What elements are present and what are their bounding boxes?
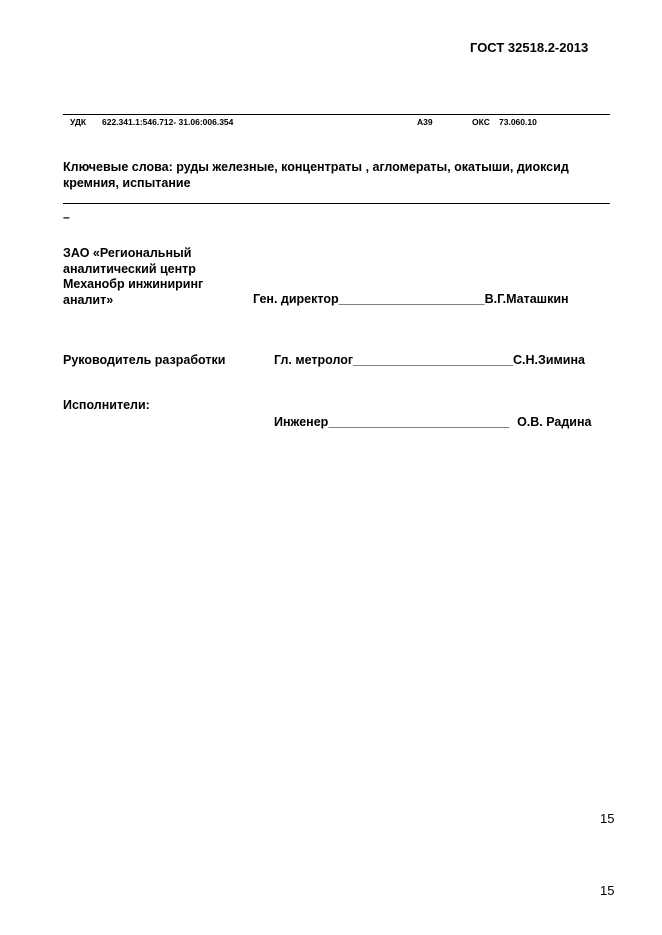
executor-signer-name: О.В. Радина bbox=[517, 415, 592, 429]
executor-signer-title: Инженер bbox=[274, 415, 329, 429]
page-number-lower: 15 bbox=[600, 883, 615, 898]
executors-label: Исполнители: bbox=[63, 398, 150, 412]
lead-signature-blank: _______________________ bbox=[353, 353, 513, 367]
top-divider bbox=[63, 114, 610, 115]
keywords-trailing-dash: – bbox=[63, 210, 70, 224]
organization-name: ЗАО «Региональный аналитический центр Механобр инжиниринг аналит» bbox=[63, 246, 204, 307]
lead-signer-name: С.Н.Зимина bbox=[513, 353, 585, 367]
udk-label: УДК bbox=[70, 117, 87, 127]
executor-signature-line bbox=[274, 415, 592, 429]
udk-code: 622.341.1:546.712- 31.06:006.354 bbox=[102, 117, 234, 127]
keywords-text: Ключевые слова: руды железные, концентраты , агломераты, окатыши, диоксид кремния, испытание bbox=[63, 160, 569, 190]
lead-signature-line bbox=[274, 353, 585, 367]
keywords-divider bbox=[63, 203, 610, 204]
org-signature-blank: _____________________ bbox=[338, 292, 485, 306]
page-number-upper: 15 bbox=[600, 811, 615, 826]
lead-label: Руководитель разработки bbox=[63, 353, 226, 367]
standard-code: ГОСТ 32518.2-2013 bbox=[470, 40, 589, 55]
lead-signer-title: Гл. метролог bbox=[274, 353, 354, 367]
org-signer-name: В.Г.Маташкин bbox=[484, 292, 569, 306]
group-code: А39 bbox=[417, 117, 433, 127]
oks-code: 73.060.10 bbox=[499, 117, 537, 127]
org-signer-title: Ген. директор bbox=[253, 292, 339, 306]
org-signature-line bbox=[253, 292, 569, 306]
oks-label: ОКС bbox=[472, 117, 490, 127]
executor-signature-blank: __________________________ bbox=[328, 415, 510, 429]
